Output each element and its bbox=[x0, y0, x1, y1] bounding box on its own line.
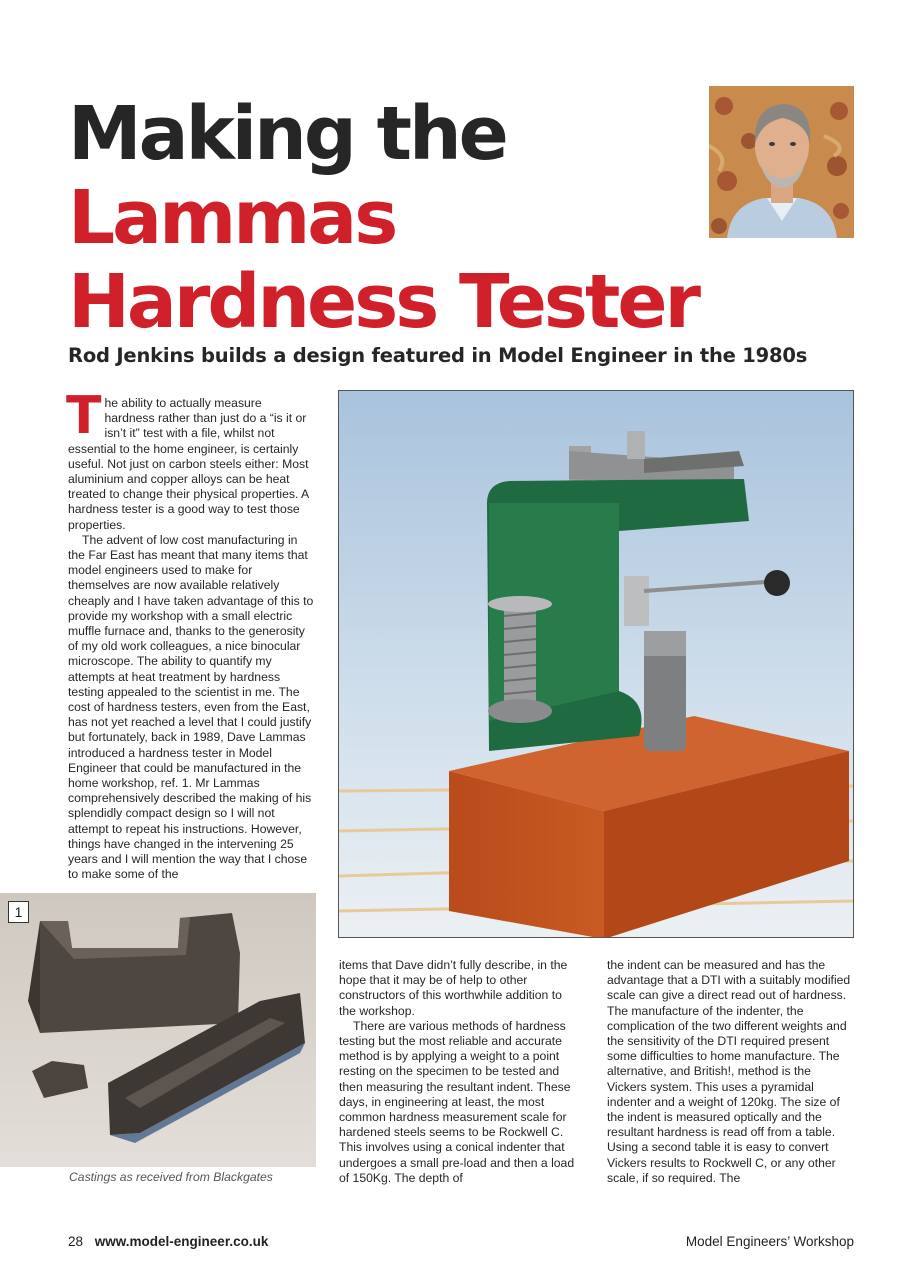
hardness-tester-image bbox=[339, 391, 854, 938]
title-line-2: Lammas bbox=[68, 175, 396, 261]
castings-photo bbox=[0, 893, 316, 1167]
author-portrait-image bbox=[709, 86, 854, 238]
author-photo bbox=[709, 86, 854, 238]
figure-caption: Castings as received from Blackgates bbox=[69, 1170, 273, 1184]
hardness-tester-photo bbox=[338, 390, 854, 938]
paragraph: The advent of low cost manufacturing in the Far East has meant that many items that model engineers used to make for themselves are now available relatively cheaply and I have taken advantage of this to provide my workshop with a small electric muffle furnace and, thanks to the generosity of my old work colleagues, a nice binocular microscope. The ability to quantify my attempts at heat treatment by hardness testing appealed to the scientist in me. The cost of hardness testers, even from the East, has not yet reached a level that I could justify but fortunately, back in 1989, Dave Lammas introduced a hardness tester in Model Engineer that could be manufactured in the home workshop, ref. 1. Mr Lammas comprehensively described the making of his splendidly compact design so I will not attempt to repeat his instructions. However, things have changed in the intervening 25 years and I will mention the way that I chose to make some of the bbox=[68, 532, 314, 882]
footer-left bbox=[68, 1234, 268, 1249]
article-title bbox=[68, 92, 698, 344]
magazine-name: Model Engineers’ Workshop bbox=[685, 1234, 854, 1249]
figure-number: 1 bbox=[8, 901, 29, 923]
body-column-2 bbox=[339, 958, 582, 1186]
body-column-1 bbox=[66, 386, 314, 883]
page-number: 28 bbox=[68, 1234, 84, 1249]
website-url: www.model-engineer.co.uk bbox=[94, 1234, 269, 1249]
title-line-1: Making the bbox=[68, 91, 506, 177]
paragraph: There are various methods of hardness testing but the most reliable and accurate method is by applying a weight to a point resting on the specimen to be tested and then measuring the resultant indent. These days, in engineering at least, the most common hardness measurement scale for hardened steels seems to be Rockwell C. This involves using a conical indenter that undergoes a small pre-load and then a load of 150Kg. The depth of bbox=[339, 1018, 575, 1185]
castings-image bbox=[0, 893, 316, 1167]
body-column-3 bbox=[607, 958, 853, 1186]
drop-cap: T bbox=[66, 386, 102, 446]
title-line-3: Hardness Tester bbox=[68, 259, 698, 345]
paragraph: the indent can be measured and has the advantage that a DTI with a suitably modified scale can give a direct read out of hardness. The manufacture of the indenter, the complication of the two different weights and the sensitivity of the DTI required present some difficulties to home manufacture. The alternative, and British!, method is the Vickers system. This uses a pyramidal indenter and a weight of 120kg. The size of the indent is measured optically and the resultant hardness is read off from a table. Using a second table it is easy to convert Vickers results to Rockwell C, or any other scale, if so required. The bbox=[607, 958, 851, 1185]
intro-paragraph bbox=[66, 386, 314, 533]
article-subtitle: Rod Jenkins builds a design featured in Model Engineer in the 1980s bbox=[68, 344, 808, 367]
paragraph: items that Dave didn’t fully describe, in the hope that it may be of help to other constructors of this worthwhile addition to the workshop. bbox=[339, 958, 568, 1018]
intro-text: he ability to actually measure hardness rather than just do a “is it or isn’t it” test with a file, whilst not essential to the home engineer, is certainly useful. Not just on carbon steels either: Most aluminium and copper alloys can be heat treated to change their physical properties. A hardness tester is a good way to test those properties. bbox=[68, 396, 309, 532]
